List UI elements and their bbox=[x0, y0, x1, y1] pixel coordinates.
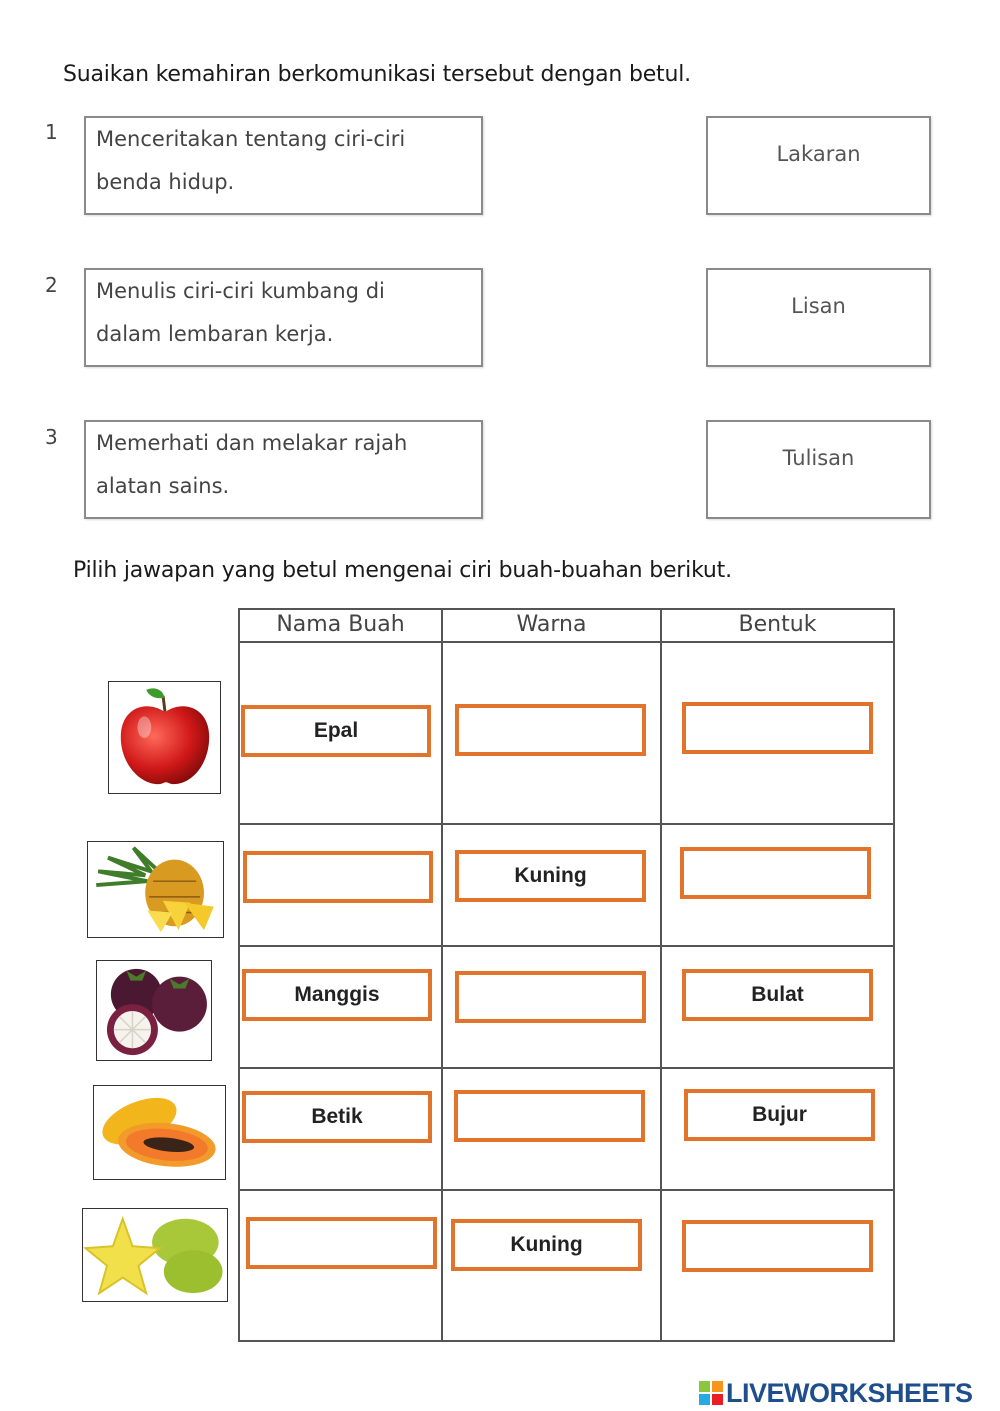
table-grid-line bbox=[238, 1067, 895, 1069]
table-grid-line bbox=[238, 1340, 895, 1342]
pineapple-image bbox=[87, 841, 224, 938]
question-text-line2: alatan sains. bbox=[96, 474, 230, 498]
table-instruction: Pilih jawapan yang betul mengenai ciri buah-buahan berikut. bbox=[73, 558, 732, 583]
question-text-line1: Memerhati dan melakar rajah bbox=[96, 431, 408, 455]
bentuk-field-1[interactable] bbox=[682, 702, 873, 754]
question-text-line1: Menulis ciri-ciri kumbang di bbox=[96, 279, 385, 303]
question-number: 1 bbox=[45, 120, 58, 144]
table-grid-line bbox=[238, 823, 895, 825]
question-text-line1: Menceritakan tentang ciri-ciri bbox=[96, 127, 406, 151]
starfruit-image bbox=[82, 1208, 228, 1302]
papaya-image bbox=[93, 1085, 226, 1180]
table-grid-line bbox=[238, 608, 240, 1342]
liveworksheets-logo[interactable] bbox=[698, 1378, 973, 1408]
table-grid-line bbox=[238, 1189, 895, 1191]
header-warna: Warna bbox=[516, 612, 587, 637]
nama-buah-field-3[interactable]: Manggis bbox=[242, 969, 432, 1021]
header-bentuk: Bentuk bbox=[738, 612, 817, 637]
header-nama-buah: Nama Buah bbox=[276, 612, 405, 637]
warna-field-1[interactable] bbox=[455, 704, 646, 756]
question-number: 2 bbox=[45, 273, 58, 297]
warna-field-2[interactable]: Kuning bbox=[455, 850, 646, 902]
warna-field-4[interactable] bbox=[454, 1090, 645, 1142]
liveworksheets-icon bbox=[698, 1380, 724, 1406]
table-grid-line bbox=[238, 608, 895, 610]
bentuk-field-2[interactable] bbox=[680, 847, 871, 899]
nama-buah-field-5[interactable] bbox=[246, 1217, 437, 1269]
bentuk-field-3[interactable]: Bulat bbox=[682, 969, 873, 1021]
warna-field-3[interactable] bbox=[455, 971, 646, 1023]
warna-field-5[interactable]: Kuning bbox=[451, 1219, 642, 1271]
nama-buah-field-2[interactable] bbox=[243, 851, 433, 903]
table-grid-line bbox=[238, 945, 895, 947]
table-grid-line bbox=[893, 608, 895, 1342]
answer-box-lisan[interactable] bbox=[706, 268, 931, 367]
question-text-line2: benda hidup. bbox=[96, 170, 235, 194]
bentuk-field-5[interactable] bbox=[682, 1220, 873, 1272]
question-number: 3 bbox=[45, 425, 58, 449]
question-box-3[interactable] bbox=[84, 420, 483, 519]
table-grid-line bbox=[660, 608, 662, 1342]
question-box-1[interactable] bbox=[84, 116, 483, 215]
table-grid-line bbox=[441, 608, 443, 1342]
brand-text: LIVEWORKSHEETS bbox=[726, 1377, 973, 1408]
apple-image bbox=[108, 681, 221, 794]
answer-label: Lisan bbox=[791, 294, 846, 318]
question-box-2[interactable] bbox=[84, 268, 483, 367]
answer-label: Lakaran bbox=[776, 142, 861, 166]
question-text-line2: dalam lembaran kerja. bbox=[96, 322, 334, 346]
answer-label: Tulisan bbox=[782, 446, 855, 470]
mangosteen-image bbox=[96, 960, 212, 1061]
matching-instruction: Suaikan kemahiran berkomunikasi tersebut dengan betul. bbox=[63, 62, 691, 87]
table-grid-line bbox=[238, 641, 895, 643]
nama-buah-field-4[interactable]: Betik bbox=[242, 1091, 432, 1143]
answer-box-tulisan[interactable] bbox=[706, 420, 931, 519]
answer-box-lakaran[interactable] bbox=[706, 116, 931, 215]
nama-buah-field-1[interactable]: Epal bbox=[241, 705, 431, 757]
bentuk-field-4[interactable]: Bujur bbox=[684, 1089, 875, 1141]
